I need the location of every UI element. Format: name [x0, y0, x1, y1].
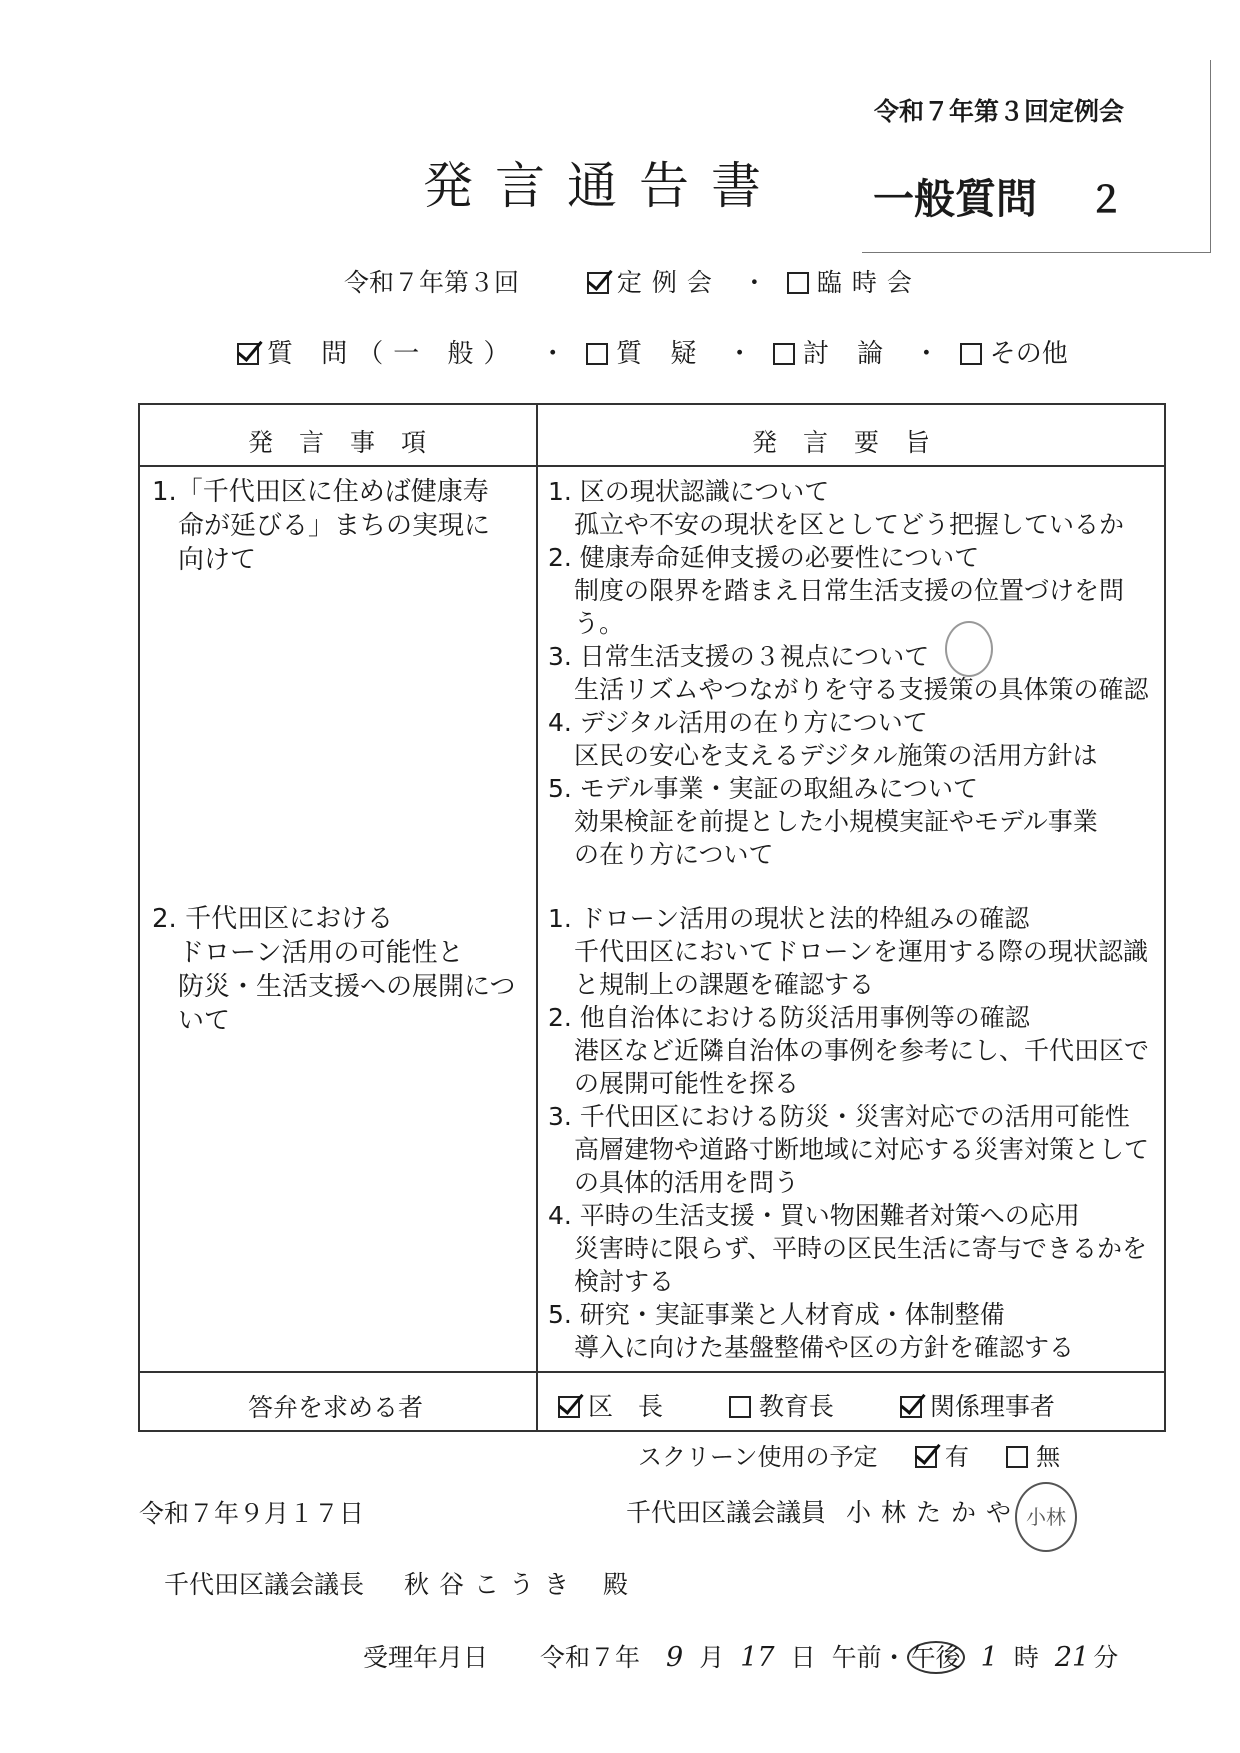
- personal-seal-stamp: 小林: [1015, 1482, 1077, 1552]
- point-detail: 生活リズムやつながりを守る支援策の具体策の確認: [574, 675, 1149, 704]
- item-1-title: 1.「千代田区に住めば健康寿 命が延びる」まちの実現に 向けて: [152, 477, 491, 575]
- other-checkbox[interactable]: [960, 343, 982, 365]
- meeting-prefix: 令和７年第３回: [344, 268, 520, 297]
- point-heading: 1. ドローン活用の現状と法的枠組みの確認: [548, 904, 1030, 933]
- document-title: 発言通告書: [423, 157, 783, 215]
- debate-checkbox[interactable]: [773, 343, 795, 365]
- point-detail: 制度の限界を踏まえ日常生活支援の位置づけを問う。: [574, 576, 1125, 638]
- point-detail: 区民の安心を支えるデジタル施策の活用方針は: [574, 741, 1098, 770]
- point-heading: 2. 健康寿命延伸支援の必要性について: [548, 543, 980, 572]
- point-heading: 4. 平時の生活支援・買い物困難者対策への応用: [548, 1201, 1080, 1230]
- received-hour: 1: [980, 1642, 998, 1673]
- respondents-label: 答弁を求める者: [248, 1393, 424, 1422]
- respondents-options: [558, 1387, 1055, 1423]
- submission-date: 令和７年９月１７日: [139, 1499, 365, 1528]
- column-divider: [536, 405, 538, 1430]
- received-month: 9: [666, 1642, 684, 1673]
- point-heading: 3. 千代田区における防災・災害対応での活用可能性: [548, 1102, 1130, 1131]
- officials-checkbox[interactable]: [900, 1396, 922, 1418]
- minute-unit: 分: [1093, 1643, 1119, 1672]
- point-heading: 4. デジタル活用の在り方について: [548, 708, 928, 737]
- session-label: 令和７年第３回定例会: [874, 97, 1125, 126]
- superintendent-label: 教育長: [758, 1392, 834, 1421]
- other-label: その他: [989, 339, 1068, 369]
- mayor-checkbox[interactable]: [558, 1396, 580, 1418]
- superintendent-checkbox[interactable]: [729, 1396, 751, 1418]
- header-speech-points: 発言要旨: [752, 428, 957, 457]
- hour-unit: 時: [1013, 1643, 1039, 1672]
- faint-seal-stamp: [945, 621, 993, 677]
- screen-yes-label: 有: [944, 1443, 969, 1471]
- point-detail: 港区など近隣自治体の事例を参考にし、千代田区での展開可能性を探る: [574, 1036, 1150, 1098]
- member-signature: [626, 1493, 1021, 1529]
- screen-yes-checkbox[interactable]: [915, 1446, 937, 1468]
- mayor-label: 区 長: [588, 1392, 664, 1421]
- point-heading: 3. 日常生活支援の３視点について: [548, 642, 930, 671]
- point-detail: 高層建物や道路寸断地域に対応する災害対策としての具体的活用を問う: [574, 1135, 1150, 1197]
- point-heading: 5. モデル事業・実証の取組みについて: [548, 774, 979, 803]
- point-heading: 2. 他自治体における防災活用事例等の確認: [548, 1003, 1030, 1032]
- item-1-points: [548, 475, 1158, 871]
- point-detail: 導入に向けた基盤整備や区の方針を確認する: [574, 1333, 1075, 1362]
- received-day: 17: [740, 1642, 775, 1673]
- item-2-points: [548, 902, 1158, 1364]
- point-heading: 5. 研究・実証事業と人材育成・体制整備: [548, 1300, 1005, 1329]
- separator: ・: [726, 339, 753, 369]
- separator: ・: [881, 1643, 907, 1672]
- point-detail: 効果検証を前提とした小規模実証やモデル事業の在り方について: [574, 807, 1098, 869]
- member-title: 千代田区議会議員: [626, 1498, 827, 1527]
- received-datetime: [363, 1638, 1134, 1674]
- received-year: 令和７年: [540, 1643, 641, 1672]
- point-detail: 災害時に限らず、平時の区民生活に寄与できるかを検討する: [574, 1234, 1148, 1296]
- regular-session-checkbox[interactable]: [587, 272, 609, 294]
- addressee-title: 千代田区議会議長: [164, 1570, 365, 1599]
- am-label: 午前: [831, 1643, 882, 1672]
- officials-label: 関係理事者: [929, 1392, 1055, 1421]
- received-label: 受理年月日: [363, 1643, 489, 1672]
- general-question-checkbox[interactable]: [237, 343, 259, 365]
- header-speech-items: 発言事項: [248, 428, 453, 457]
- speech-notice-table: [138, 403, 1166, 1432]
- day-unit: 日: [790, 1643, 816, 1672]
- document-number: ２: [1088, 180, 1125, 221]
- separator: ・: [913, 339, 940, 369]
- screen-no-label: 無: [1036, 1443, 1061, 1471]
- addressee-name: 秋谷こうき: [404, 1570, 580, 1599]
- separator: ・: [539, 339, 566, 369]
- extraordinary-session-checkbox[interactable]: [787, 272, 809, 294]
- question-category: 一般質問: [873, 175, 1037, 223]
- month-unit: 月: [699, 1643, 725, 1672]
- member-name: 小林たかや: [846, 1498, 1022, 1527]
- addressee-honorific: 殿: [603, 1570, 629, 1599]
- extraordinary-session-label: 臨時会: [816, 268, 922, 297]
- screen-use-label: スクリーン使用の予定: [638, 1443, 878, 1471]
- point-detail: 千代田区においてドローンを運用する際の現状認識と規制上の課題を確認する: [574, 937, 1149, 999]
- respondents-row: [140, 1373, 1164, 1433]
- screen-no-checkbox[interactable]: [1006, 1446, 1028, 1468]
- general-question-label: 質 問（一 般）: [267, 339, 520, 369]
- inquiry-label: 質 疑: [616, 339, 707, 369]
- speech-type-line: [237, 333, 1068, 370]
- point-heading: 1. 区の現状認識について: [548, 477, 830, 506]
- point-detail: 孤立や不安の現状を区としてどう把握しているか: [574, 510, 1125, 539]
- inquiry-checkbox[interactable]: [586, 343, 608, 365]
- received-minute: 21: [1054, 1642, 1090, 1673]
- separator: ・: [741, 268, 767, 297]
- meeting-type-line: [344, 263, 922, 299]
- pm-label: 午後: [907, 1641, 965, 1674]
- item-2-title: 2. 千代田区における ドローン活用の可能性と 防災・生活支援への展開につ いて: [152, 904, 516, 1036]
- regular-session-label: 定例会: [616, 268, 722, 297]
- header-divider: [140, 465, 1164, 467]
- screen-use-line: [638, 1437, 1060, 1472]
- addressee: [164, 1565, 628, 1601]
- debate-label: 討 論: [802, 339, 894, 369]
